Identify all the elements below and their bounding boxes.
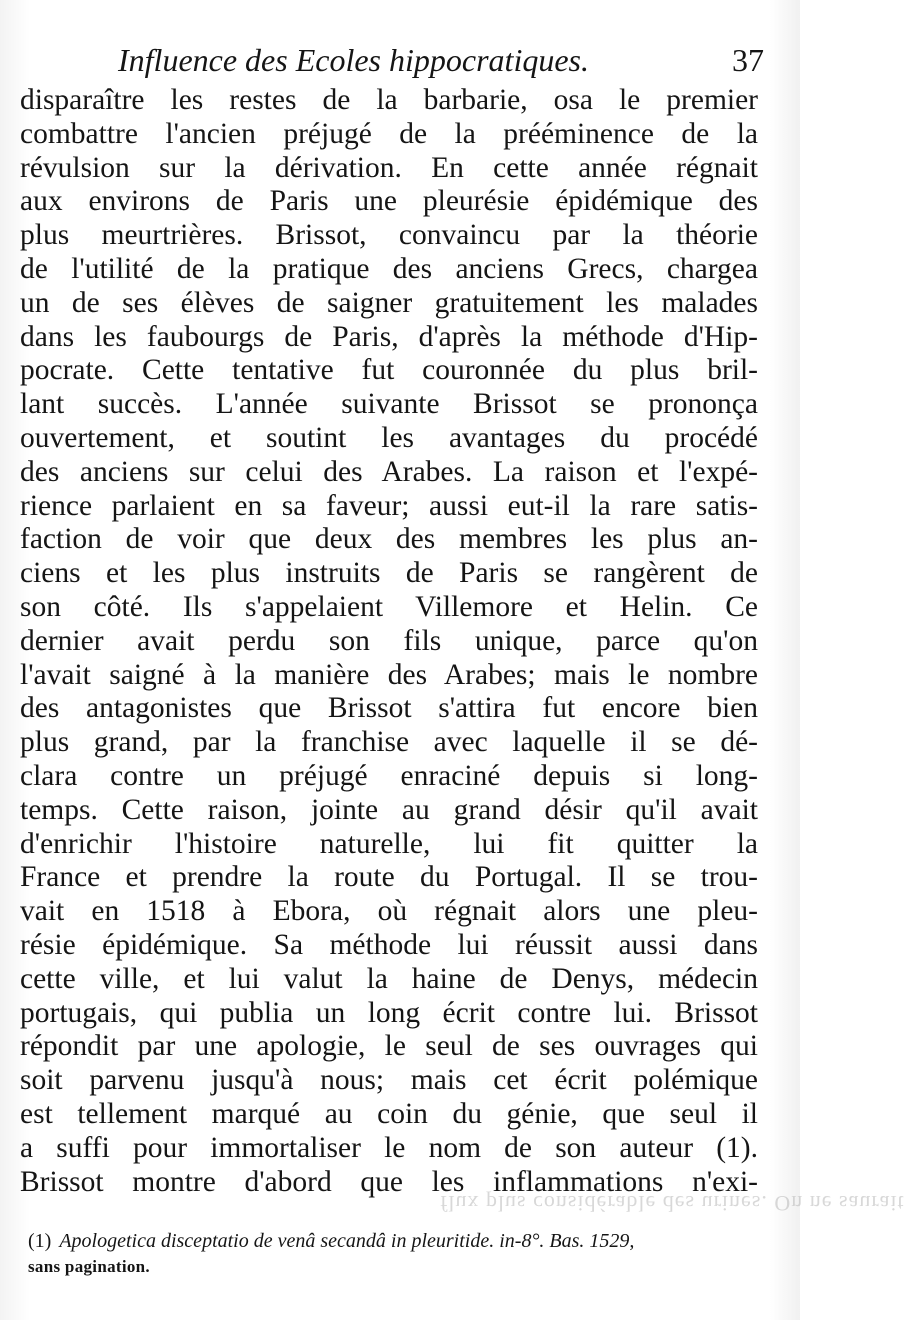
footnote-line <box>28 1228 763 1254</box>
body-text <box>20 84 758 1199</box>
text-line: un de ses élèves de saigner gratuitement les malades <box>20 286 758 319</box>
footnote-text: Apologetica disceptatio de venâ secandâ in pleuritide. in-8°. Bas. 1529, <box>59 1230 635 1252</box>
text-line: son côté. Ils s'appelaient Villemore et Helin. Ce <box>20 590 758 623</box>
text-line: a suffi pour immortaliser le nom de son auteur (1). <box>20 1131 758 1164</box>
text-line: ciens et les plus instruits de Paris se rangèrent de <box>20 557 758 590</box>
text-line: combattre l'ancien préjugé de la prééminence de la <box>20 117 758 150</box>
text-line: lant succès. L'année suivante Brissot se prononça <box>20 388 758 421</box>
footnote-marker: (1) <box>28 1230 52 1252</box>
text-line: est tellement marqué au coin du génie, que seul il <box>20 1097 758 1130</box>
page-header <box>118 38 768 82</box>
text-line: ouvertement, et soutint les avantages du procédé <box>20 421 758 454</box>
text-line: des antagonistes que Brissot s'attira fut encore bien <box>20 692 758 725</box>
footnote-continuation: sans pagination. <box>28 1257 150 1276</box>
text-line: pocrate. Cette tentative fut couronnée du plus bril- <box>20 354 758 387</box>
text-line: clara contre un préjugé enraciné depuis si long- <box>20 759 758 792</box>
text-line: soit parvenu jusqu'à nous; mais cet écrit polémique <box>20 1064 758 1097</box>
text-line: disparaître les restes de la barbarie, osa le premier <box>20 84 758 116</box>
text-line: de l'utilité de la pratique des anciens Grecs, chargea <box>20 252 758 285</box>
text-line: France et prendre la route du Portugal. Il se trou- <box>20 861 758 894</box>
text-line: révulsion sur la dérivation. En cette année régnait <box>20 151 758 184</box>
text-line: cette ville, et lui valut la haine de Denys, médecin <box>20 962 758 995</box>
text-line: plus meurtrières. Brissot, convaincu par la théorie <box>20 219 758 252</box>
footnote <box>28 1228 763 1280</box>
text-line: portugais, qui publia un long écrit contre lui. Brissot <box>20 996 758 1029</box>
text-line: aux environs de Paris une pleurésie épidémique des <box>20 185 758 218</box>
text-line: dernier avait perdu son fils unique, parce qu'on <box>20 624 758 657</box>
text-line: vait en 1518 à Ebora, où régnait alors une pleu- <box>20 895 758 928</box>
show-through-line: flux plus considérable des urines. On ne saurait <box>440 1191 905 1216</box>
text-line: rience parlaient en sa faveur; aussi eut-il la rare satis- <box>20 489 758 522</box>
text-line: l'avait saigné à la manière des Arabes; mais le nombre <box>20 658 758 691</box>
text-line: temps. Cette raison, jointe au grand désir qu'il avait <box>20 793 758 826</box>
text-line: dans les faubourgs de Paris, d'après la méthode d'Hip- <box>20 320 758 353</box>
text-line: plus grand, par la franchise avec laquelle il se dé- <box>20 726 758 759</box>
text-line: résie épidémique. Sa méthode lui réussit aussi dans <box>20 928 758 961</box>
text-line: répondit par une apologie, le seul de ses ouvrages qui <box>20 1030 758 1063</box>
text-line: des anciens sur celui des Arabes. La raison et l'expé- <box>20 455 758 488</box>
running-title: Influence des Ecoles hippocratiques. <box>118 42 589 78</box>
text-line: Brissot montre d'abord que les inflammations n'exi- <box>20 1165 758 1198</box>
show-through-text <box>20 1190 905 1216</box>
text-line: faction de voir que deux des membres les plus an- <box>20 523 758 556</box>
page-number: 37 <box>732 42 764 78</box>
text-line: d'enrichir l'histoire naturelle, lui fit quitter la <box>20 827 758 860</box>
